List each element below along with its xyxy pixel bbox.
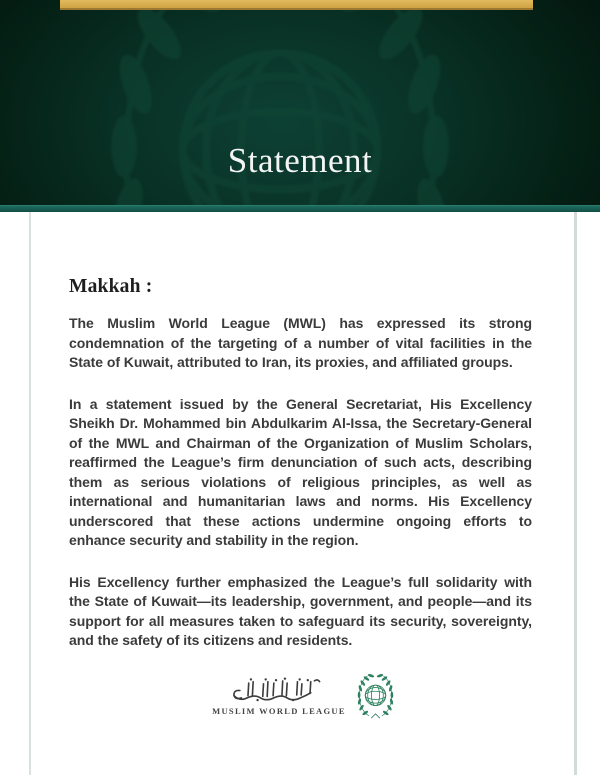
statement-paragraph-1: The Muslim World League (MWL) has expressed its strong condemnation of the targeting of a number of vital facilities in the State of Kuwait, attributed to Iran, its proxies, and affiliated groups.	[69, 315, 532, 370]
gold-accent-bar	[60, 0, 533, 10]
statement-paragraph-3: His Excellency further emphasized the League’s full solidarity with the State of Kuwait—its leadership, government, and people—and its support for all measures taken to safeguard its security, sovereignty, and the safety of its citizens and residents.	[69, 573, 532, 648]
statement-paragraph-2: In a statement issued by the General Secretariat, His Excellency Sheikh Dr. Mohammed bin Abdulkarim Al-Issa, the Secretary-General of the MWL and Chairman of the Organization of Muslim Scholars, reaffirmed the League’s firm denunciation of such acts, describing them as serious violations of religious principles, as well as international and humanitarian laws and norms. His Excellency underscored that these actions undermine ongoing efforts to enhance security and stability in the region.	[69, 395, 532, 548]
mwl-logo-text	[212, 677, 346, 716]
header-divider	[0, 205, 600, 212]
mwl-arabic-calligraphy-icon	[231, 677, 327, 704]
statement-body	[69, 212, 532, 651]
statement-card	[0, 212, 600, 775]
mwl-logo	[4, 673, 600, 721]
header-banner	[0, 0, 600, 205]
mwl-emblem-icon	[355, 673, 396, 721]
location-heading: Makkah :	[69, 276, 153, 297]
mwl-latin-name: MUSLIM WORLD LEAGUE	[212, 706, 346, 716]
page-title: Statement	[227, 141, 373, 180]
